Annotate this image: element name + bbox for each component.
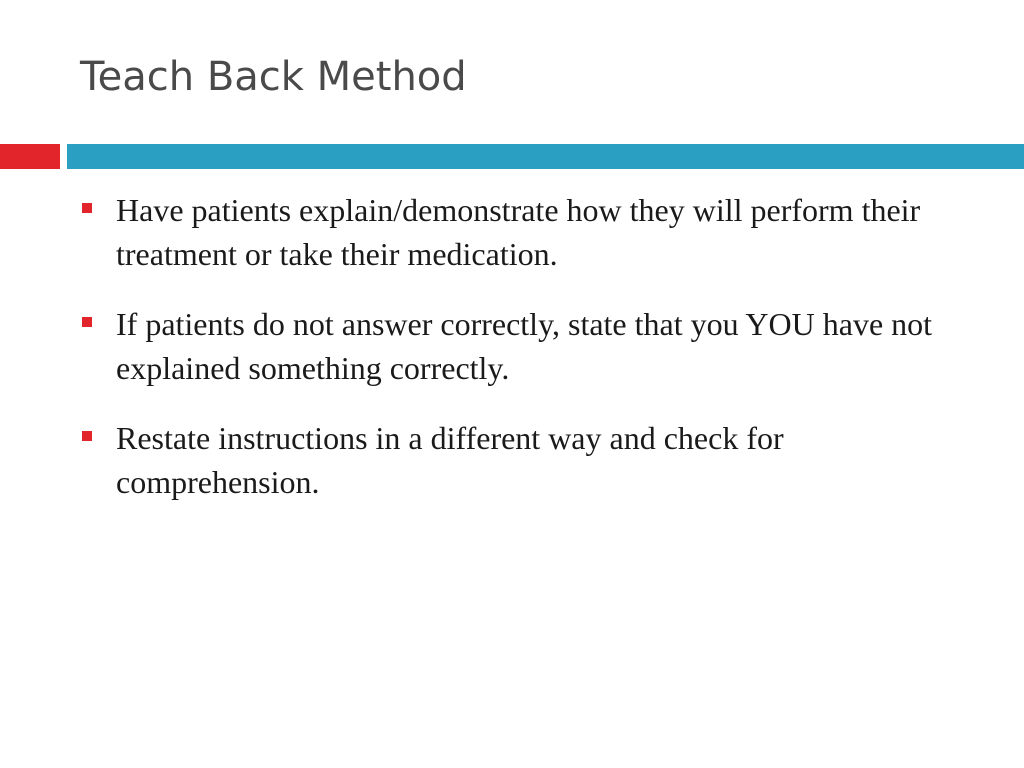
- title-divider-red-bar: [0, 144, 60, 169]
- title-divider-blue-bar: [67, 144, 1024, 169]
- bullet-item: [80, 302, 940, 390]
- square-bullet-icon: [82, 317, 92, 327]
- slide-title: Teach Back Method: [80, 54, 467, 100]
- bullet-text: Have patients explain/demonstrate how they will perform their treatment or take their medication.: [116, 192, 921, 272]
- bullet-text: If patients do not answer correctly, state that you YOU have not explained something correctly.: [116, 306, 933, 386]
- square-bullet-icon: [82, 431, 92, 441]
- bullet-text: Restate instructions in a different way and check for comprehension.: [116, 420, 784, 500]
- square-bullet-icon: [82, 203, 92, 213]
- bullet-item: [80, 416, 940, 504]
- bullet-item: [80, 188, 940, 276]
- bullet-list: [80, 188, 940, 530]
